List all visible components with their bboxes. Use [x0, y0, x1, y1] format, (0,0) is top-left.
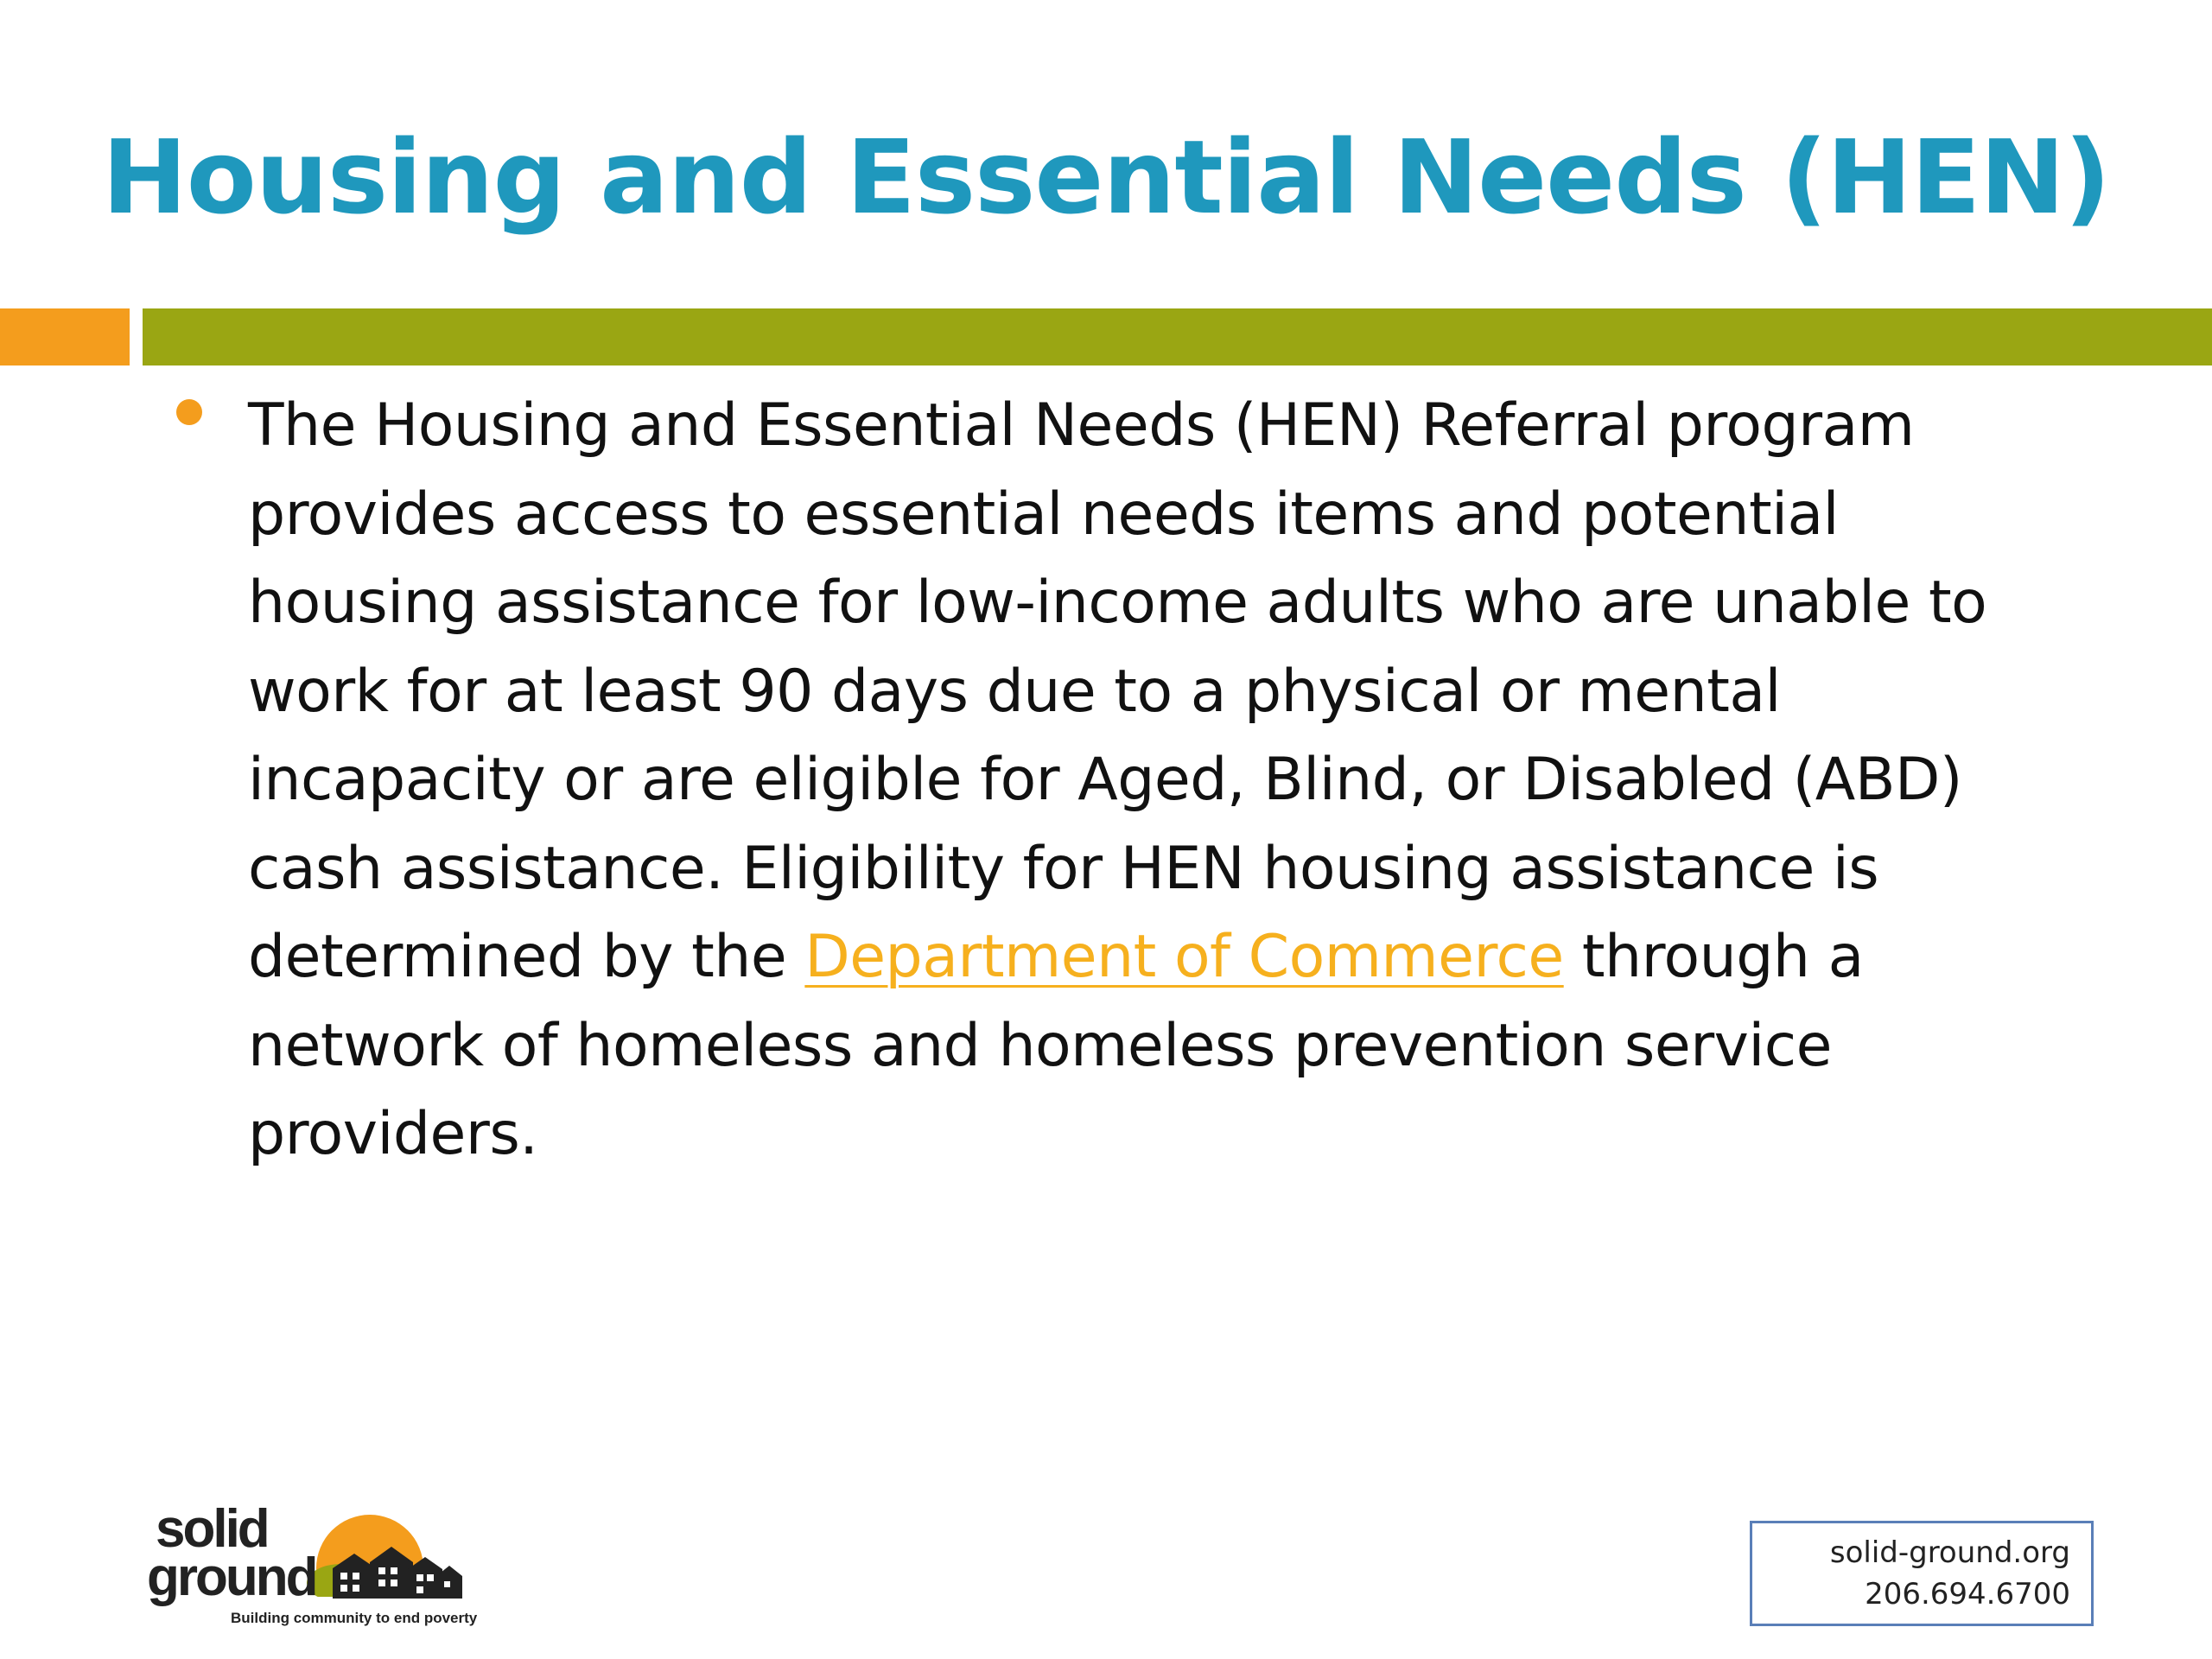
- body-paragraph: [248, 382, 2080, 1179]
- contact-website: solid-ground.org: [1829, 1535, 2070, 1570]
- accent-bar-olive: [143, 308, 2212, 365]
- body-text-after: through a network of homeless and homeless prevention service providers.: [248, 923, 1864, 1168]
- slide-title: Housing and Essential Needs (HEN): [102, 118, 2110, 237]
- logo-name-line2: ground: [147, 1548, 316, 1607]
- bullet-dot: [176, 399, 202, 425]
- body-text-before: The Housing and Essential Needs (HEN) Referral program provides access to essential needs items and potential housing assistance for low-income adults who are unable to work for at least 90 days due to a physical or mental incapacity or are eligible for Aged, Blind, or Disabled (ABD) cash assistance. Eligibility for HEN housing assistance is determined by the: [248, 391, 1987, 991]
- department-of-commerce-link[interactable]: Department of Commerce: [804, 923, 1564, 991]
- logo-name-line1: solid: [156, 1499, 268, 1559]
- solid-ground-logo: [147, 1486, 493, 1633]
- contact-phone: 206.694.6700: [1865, 1577, 2070, 1611]
- accent-bar-orange: [0, 308, 130, 365]
- logo-tagline: Building community to end poverty: [231, 1610, 478, 1626]
- contact-box: [1750, 1521, 2094, 1626]
